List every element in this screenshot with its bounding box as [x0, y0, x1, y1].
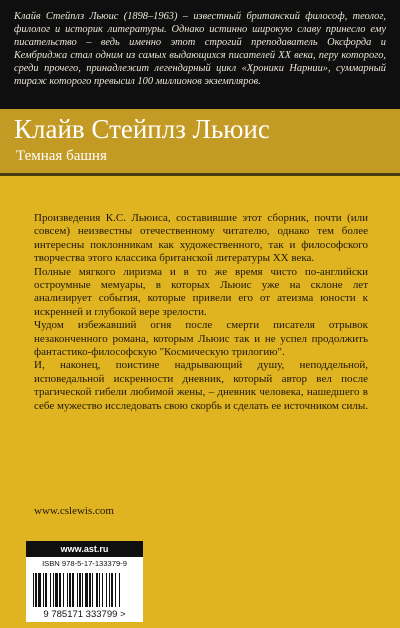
- annotation-paragraph: Произведения К.С. Льюиса, составившие этот сборник, почти (или совсем) неизвестны отечественному читателю, однако тем более интересны поклонникам как художественного, так и философского творчества этого классика британской литературы XX века.: [34, 212, 368, 265]
- annotation: [34, 212, 368, 413]
- annotation-paragraph: Полные мягкого лиризма и в то же время чисто по-английски остроумные мемуары, в которых Льюис уже на склоне лет анализирует события, которые привели его от атеизма юности к искренней и глубокой вере зрелости.: [34, 265, 368, 318]
- author-website: www.cslewis.com: [34, 505, 114, 517]
- isbn-label: ISBN 978-5-17-133379-9: [26, 557, 143, 571]
- barcode-number: 9 785171 333799 >: [43, 609, 126, 620]
- annotation-paragraph: И, наконец, поистине надрывающий душу, неподдельной, исповедальной искренности дневник, который автор вел после трагической гибели любимой жены, – дневник человека, нашедшего в себе мужество исследовать свою скорбь и сделать ее источником силы.: [34, 359, 368, 412]
- book-title: Темная башня: [16, 148, 107, 164]
- barcode: [26, 571, 143, 622]
- title-band-divider: [0, 173, 400, 176]
- author-bio-panel: [0, 0, 400, 109]
- publisher-site: www.ast.ru: [26, 541, 143, 557]
- author-name: Клайв Стейплз Льюис: [14, 114, 270, 144]
- annotation-paragraph: Чудом избежавший огня после смерти писателя отрывок незаконченного романа, которым Льюис так и не успел продолжить фантастико-философскую "Космическую трилогию".: [34, 319, 368, 359]
- isbn-block: [26, 541, 143, 622]
- barcode-icon: [32, 573, 137, 609]
- author-bio: Клайв Стейплз Льюис (1898–1963) – известный британский философ, теолог, филолог и историк литературы. Однако истинно широкую славу принесло ему писательство – ведь именно этот строгий преподаватель Оксфорда и Кембриджа стал одним из самых выдающихся писателей XX века, перу которого, среди прочего, принадлежит легендарный цикл «Хроники Нарнии», суммарный тираж которого превысил 100 миллионов экземпляров.: [14, 11, 386, 87]
